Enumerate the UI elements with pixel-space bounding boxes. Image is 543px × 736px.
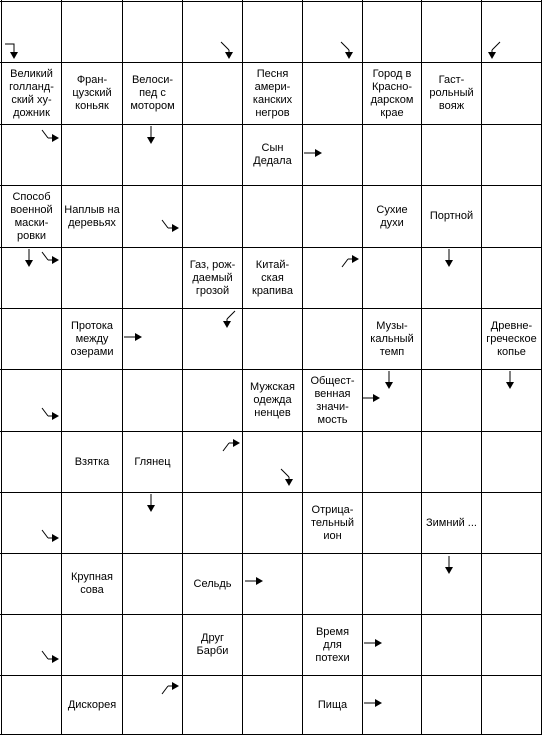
answer-cell[interactable] bbox=[123, 554, 182, 614]
arrow-bend-down-icon bbox=[2, 38, 26, 62]
answer-cell[interactable] bbox=[363, 554, 421, 614]
answer-cell[interactable] bbox=[363, 432, 421, 492]
answer-cell[interactable] bbox=[482, 493, 541, 553]
answer-cell[interactable] bbox=[183, 125, 242, 185]
answer-cell[interactable] bbox=[482, 248, 541, 308]
arrow-diagonal-right-icon bbox=[338, 247, 362, 271]
arrow-diagonal-down-icon bbox=[217, 38, 241, 62]
arrow-diagonal-down-icon bbox=[480, 38, 504, 62]
answer-cell[interactable] bbox=[2, 554, 61, 614]
clue-text: Музы- кальный темп bbox=[370, 319, 414, 358]
clue-text: Зимний ... bbox=[426, 516, 477, 529]
arrow-diagonal-right-icon bbox=[38, 404, 62, 428]
answer-cell[interactable] bbox=[422, 309, 481, 369]
answer-cell[interactable] bbox=[363, 493, 421, 553]
answer-cell[interactable] bbox=[2, 432, 61, 492]
answer-cell[interactable] bbox=[363, 2, 421, 62]
arrow-right-icon bbox=[359, 386, 383, 410]
answer-cell[interactable] bbox=[183, 676, 242, 734]
answer-cell[interactable] bbox=[62, 2, 122, 62]
answer-cell[interactable] bbox=[123, 248, 182, 308]
answer-cell[interactable] bbox=[62, 493, 122, 553]
arrow-right-icon bbox=[361, 691, 385, 715]
answer-cell[interactable] bbox=[183, 63, 242, 124]
clue-text: Время для потехи bbox=[315, 625, 350, 664]
answer-cell[interactable] bbox=[482, 615, 541, 675]
answer-cell[interactable] bbox=[363, 125, 421, 185]
clue-text: Фран- цузский коньяк bbox=[72, 74, 112, 112]
answer-cell[interactable] bbox=[2, 676, 61, 734]
arrow-down-icon bbox=[498, 368, 522, 392]
answer-cell[interactable] bbox=[363, 248, 421, 308]
clue-text: Общест- венная значи- мость bbox=[310, 374, 355, 426]
clue-text: Сухие духи bbox=[376, 203, 408, 229]
clue-text: Сельдь bbox=[193, 577, 232, 590]
arrow-diagonal-right-icon bbox=[38, 126, 62, 150]
clue-text: Пища bbox=[317, 698, 348, 711]
answer-cell[interactable] bbox=[123, 370, 182, 431]
clue-text: Протока между озерами bbox=[70, 319, 114, 358]
answer-cell[interactable] bbox=[482, 63, 541, 124]
arrow-right-icon bbox=[121, 325, 145, 349]
clue-text: Город в Красно- дарском крае bbox=[370, 67, 414, 119]
arrow-diagonal-down-icon bbox=[215, 307, 239, 331]
answer-cell[interactable] bbox=[303, 309, 362, 369]
arrow-diagonal-down-icon bbox=[277, 465, 301, 489]
clue-text: Велоси- пед с мотором bbox=[130, 74, 175, 112]
answer-cell[interactable] bbox=[243, 2, 302, 62]
answer-cell[interactable] bbox=[303, 432, 362, 492]
answer-cell[interactable] bbox=[303, 186, 362, 247]
answer-cell[interactable] bbox=[243, 493, 302, 553]
clue-text: Сын Дедала bbox=[253, 142, 292, 167]
answer-cell[interactable] bbox=[422, 2, 481, 62]
arrow-down-icon bbox=[139, 123, 163, 147]
arrow-right-icon bbox=[301, 141, 325, 165]
clue-text: Портной bbox=[429, 210, 474, 222]
arrow-diagonal-right-icon bbox=[158, 216, 182, 240]
clue-text: Отрица- тельный ион bbox=[311, 503, 354, 542]
arrow-down-icon bbox=[139, 491, 163, 515]
answer-cell[interactable] bbox=[243, 186, 302, 247]
answer-cell[interactable] bbox=[303, 63, 362, 124]
arrow-diagonal-down-icon bbox=[337, 38, 361, 62]
answer-cell[interactable] bbox=[183, 370, 242, 431]
answer-cell[interactable] bbox=[422, 125, 481, 185]
clue-text: Газ, рож- даемый грозой bbox=[189, 258, 236, 297]
answer-cell[interactable] bbox=[123, 615, 182, 675]
arrow-down-icon bbox=[437, 553, 461, 577]
clue-text: Песня амери- канских негров bbox=[252, 67, 293, 119]
arrow-diagonal-right-icon bbox=[158, 674, 182, 698]
answer-cell[interactable] bbox=[482, 186, 541, 247]
clue-text: Дискорея bbox=[67, 698, 117, 711]
arrow-diagonal-right-icon bbox=[219, 431, 243, 455]
answer-cell[interactable] bbox=[62, 615, 122, 675]
answer-cell[interactable] bbox=[243, 676, 302, 734]
clue-text: Великий голланд- ский ху- дожник bbox=[9, 67, 54, 119]
answer-cell[interactable] bbox=[422, 615, 481, 675]
arrow-right-icon bbox=[361, 631, 385, 655]
answer-cell[interactable] bbox=[482, 676, 541, 734]
arrow-diagonal-right-icon bbox=[38, 248, 62, 272]
clue-text: Наплыв на деревьях bbox=[64, 203, 120, 229]
answer-cell[interactable] bbox=[243, 309, 302, 369]
clue-text: Древне- греческое копье bbox=[486, 319, 537, 358]
answer-cell[interactable] bbox=[62, 248, 122, 308]
arrow-down-icon bbox=[437, 246, 461, 270]
clue-text: Глянец bbox=[134, 455, 171, 468]
answer-cell[interactable] bbox=[123, 2, 182, 62]
answer-cell[interactable] bbox=[422, 676, 481, 734]
clue-text: Гаст- рольный вояж bbox=[429, 74, 474, 112]
answer-cell[interactable] bbox=[183, 493, 242, 553]
answer-cell[interactable] bbox=[2, 309, 61, 369]
clue-text: Мужская одежда ненцев bbox=[250, 381, 295, 419]
answer-cell[interactable] bbox=[243, 615, 302, 675]
answer-cell[interactable] bbox=[482, 125, 541, 185]
answer-cell[interactable] bbox=[62, 125, 122, 185]
answer-cell[interactable] bbox=[482, 554, 541, 614]
answer-cell[interactable] bbox=[62, 370, 122, 431]
answer-cell[interactable] bbox=[183, 186, 242, 247]
clue-text: Взятка bbox=[74, 455, 110, 468]
clue-text: Друг Барби bbox=[196, 632, 229, 657]
arrow-diagonal-right-icon bbox=[38, 647, 62, 671]
clue-text: Китай- ская крапива bbox=[252, 258, 293, 297]
clue-text: Крупная сова bbox=[70, 571, 113, 596]
answer-cell[interactable] bbox=[422, 432, 481, 492]
answer-cell[interactable] bbox=[422, 370, 481, 431]
arrow-right-icon bbox=[242, 569, 266, 593]
clue-text: Способ военной маски- ровки bbox=[10, 190, 53, 242]
arrow-diagonal-right-icon bbox=[38, 526, 62, 550]
answer-cell[interactable] bbox=[303, 554, 362, 614]
answer-cell[interactable] bbox=[482, 432, 541, 492]
